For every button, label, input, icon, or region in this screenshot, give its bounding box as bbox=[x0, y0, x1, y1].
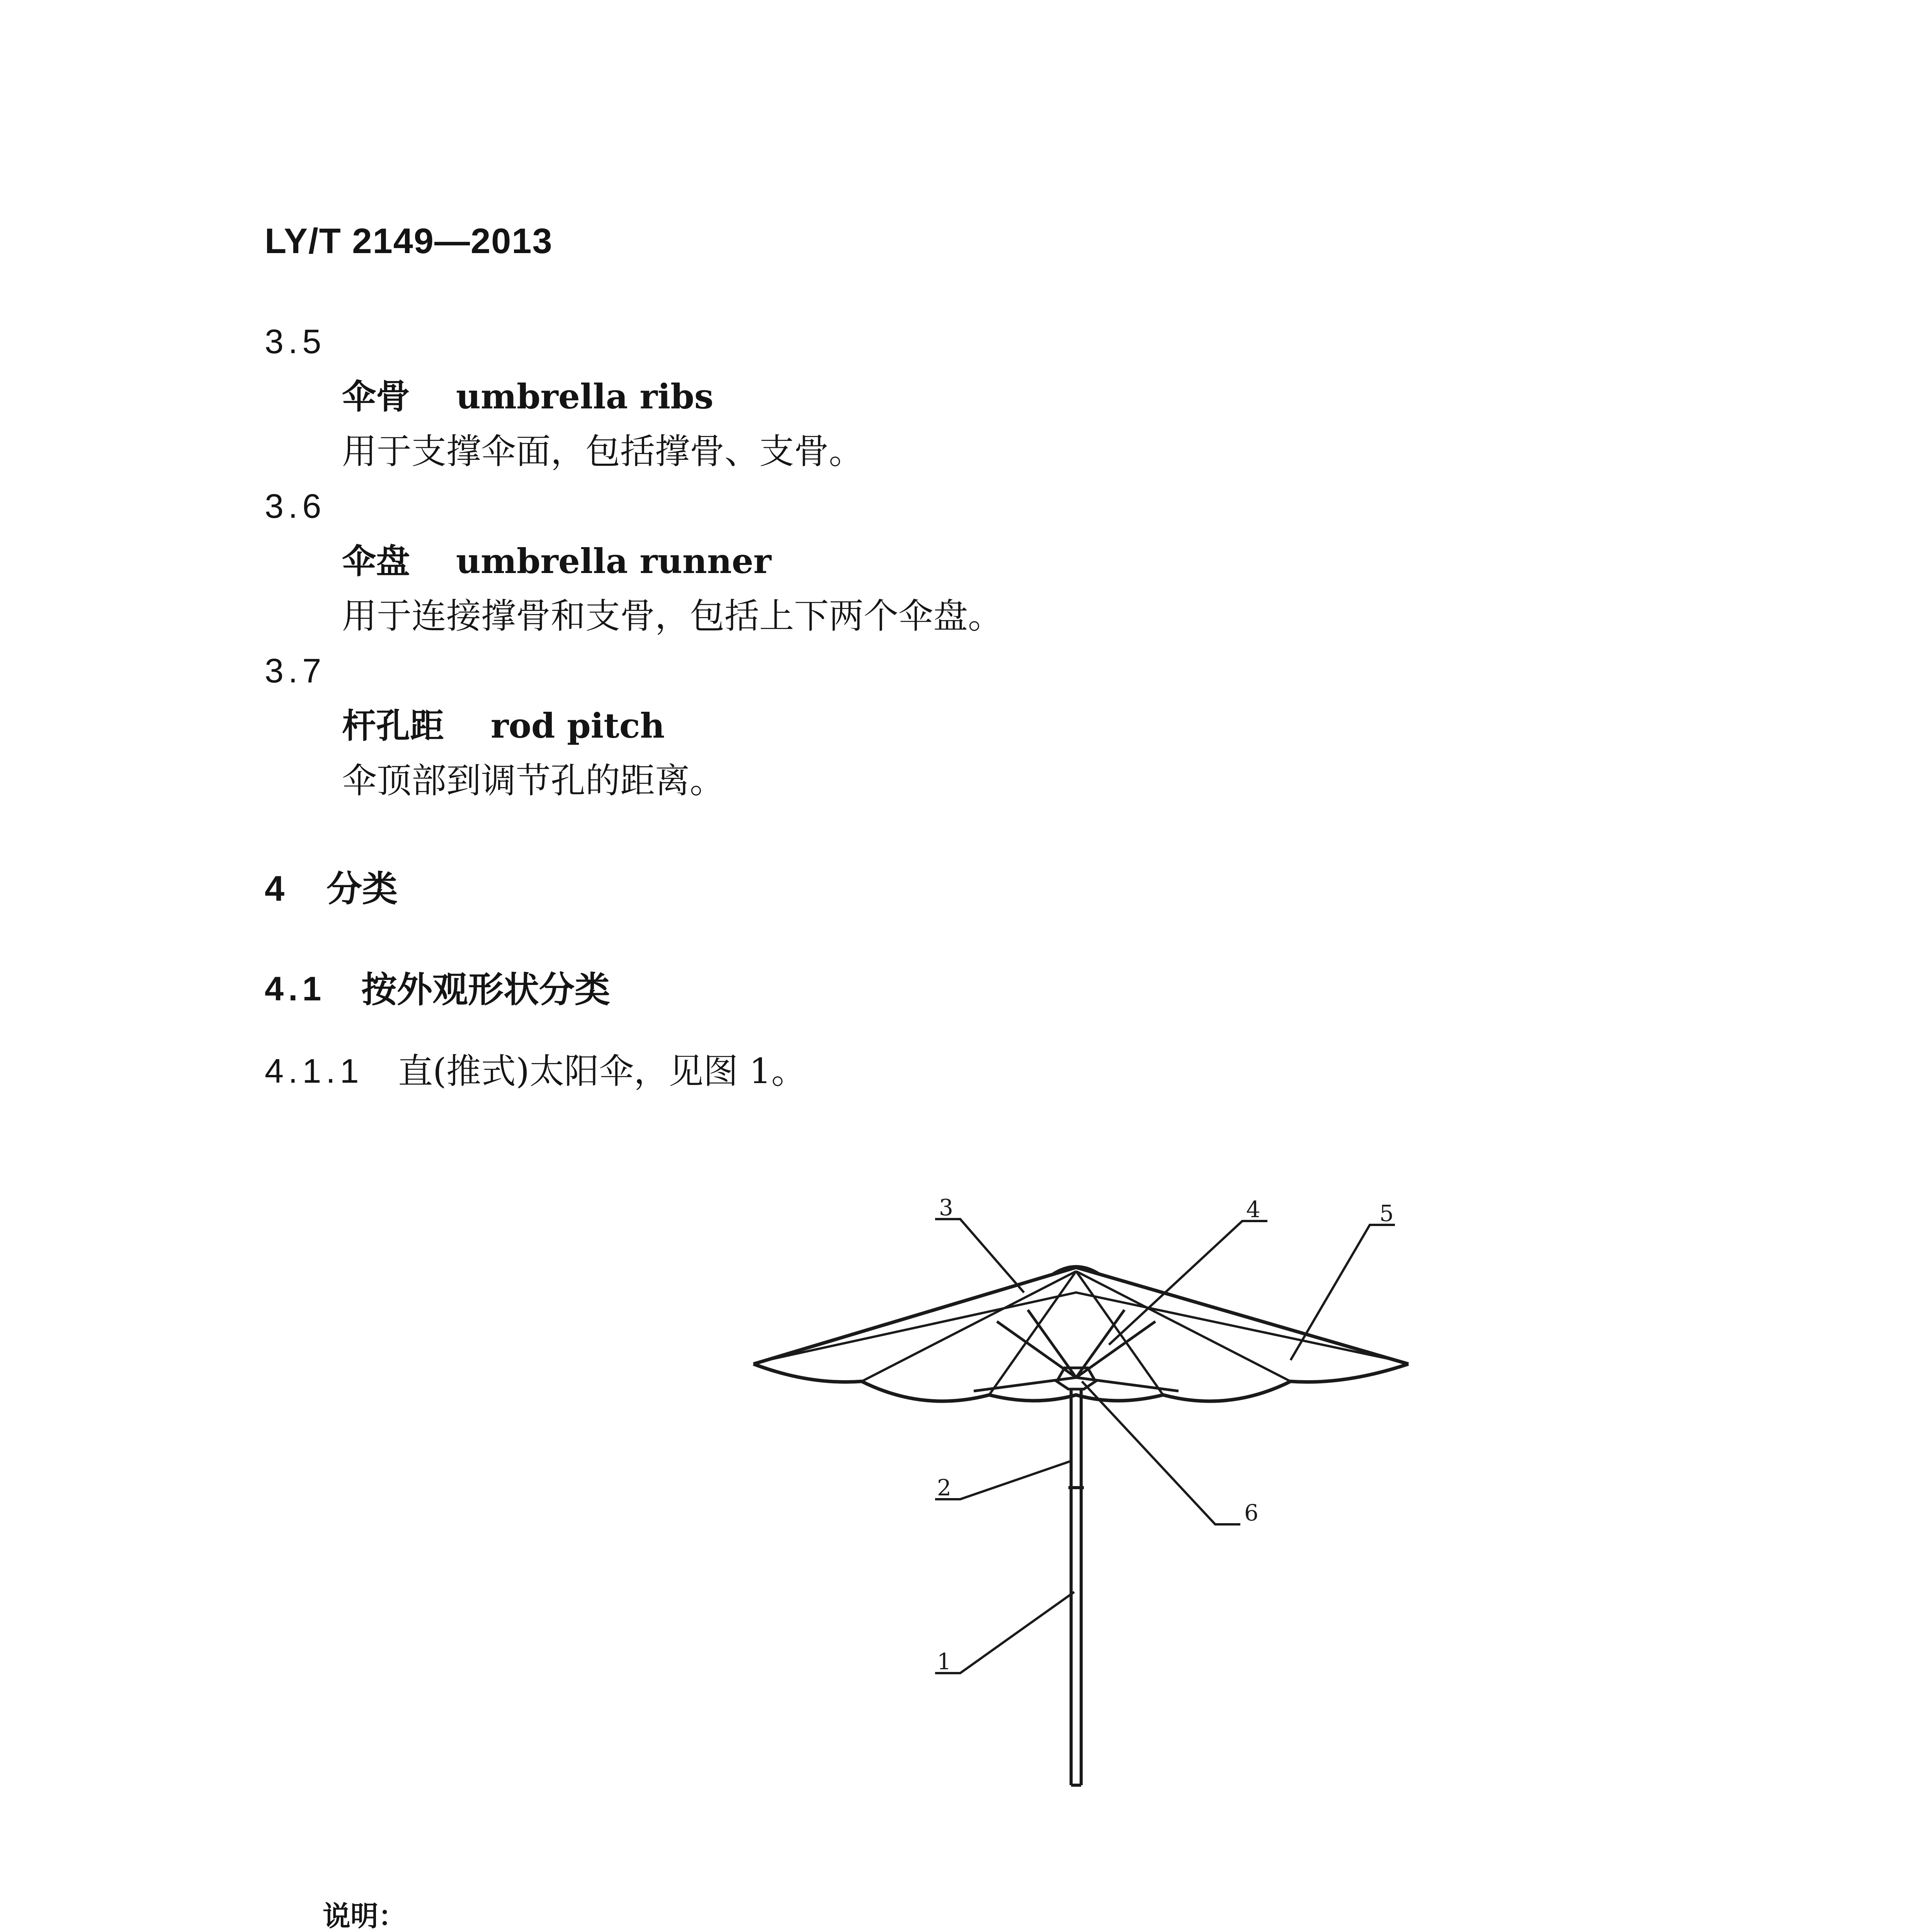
legend-title: 说明： bbox=[323, 1900, 406, 1932]
standard-number: LY/T 2149—2013 bbox=[265, 221, 553, 261]
term-zh: 伞骨 bbox=[342, 376, 410, 417]
callout-2: 2 bbox=[937, 1475, 951, 1501]
clause-title: 按外观形状分类 bbox=[361, 969, 611, 1010]
section-number: 3.5 bbox=[265, 322, 326, 361]
chapter-number: 4 bbox=[265, 869, 285, 908]
definition: 用于支撑伞面，包括撑骨、支骨。 bbox=[342, 431, 864, 472]
clause-text: 直(推式)太阳伞，见图 1。 bbox=[398, 1051, 806, 1092]
callout-6: 6 bbox=[1244, 1500, 1259, 1526]
clause-number: 4.1 bbox=[265, 969, 326, 1008]
chapter-title: 分类 bbox=[327, 868, 398, 910]
term-en: rod pitch bbox=[491, 706, 665, 746]
definition: 伞顶部到调节孔的距离。 bbox=[342, 760, 724, 801]
canopy bbox=[753, 1267, 1408, 1401]
term-zh: 伞盘 bbox=[342, 541, 410, 581]
pole bbox=[1068, 1389, 1084, 1785]
clause-number: 4.1.1 bbox=[265, 1052, 364, 1090]
term-zh: 杆孔距 bbox=[342, 706, 444, 746]
callout-3: 3 bbox=[939, 1194, 953, 1221]
callout-1: 1 bbox=[937, 1648, 951, 1675]
callout-4: 4 bbox=[1246, 1196, 1260, 1223]
section-number: 3.7 bbox=[265, 651, 326, 690]
callout-5: 5 bbox=[1379, 1200, 1394, 1226]
support-ribs bbox=[974, 1310, 1179, 1391]
section-number: 3.6 bbox=[265, 487, 326, 525]
term-en: umbrella runner bbox=[456, 541, 772, 581]
term-en: umbrella ribs bbox=[456, 376, 714, 417]
definition: 用于连接撑骨和支骨，包括上下两个伞盘。 bbox=[342, 596, 1003, 636]
